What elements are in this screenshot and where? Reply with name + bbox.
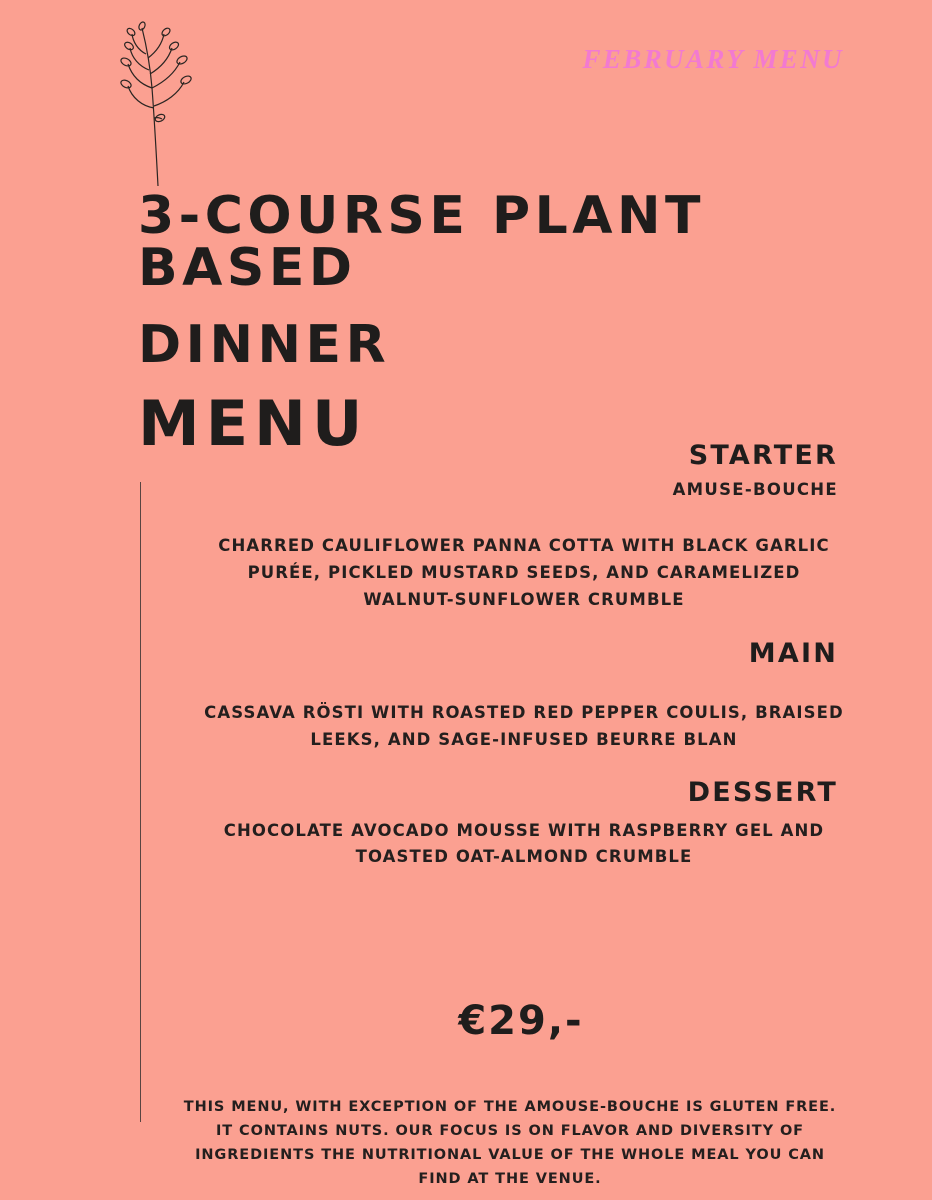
course-starter xyxy=(200,440,848,614)
course-name-dessert: DESSERT xyxy=(687,777,838,809)
course-dessert xyxy=(200,777,848,871)
title-line-1: 3-COURSE PLANT BASED xyxy=(138,186,705,298)
menu-courses xyxy=(200,440,848,877)
course-description-starter: CHARRED CAULIFLOWER PANNA COTTA WITH BLACK GARLIC PURÉE, PICKLED MUSTARD SEEDS, AND CARAMELIZED WALNUT-SUNFLOWER CRUMBLE xyxy=(218,536,830,609)
footnote-text: THIS MENU, WITH EXCEPTION OF THE AMOUSE-BOUCHE IS GLUTEN FREE. IT CONTAINS NUTS. OUR FOCUS IS ON FLAVOR AND DIVERSITY OF INGREDIENTS THE NUTRITIONAL VALUE OF THE WHOLE MEAL YOU CAN FIND AT THE VENUE. xyxy=(183,1099,837,1187)
month-label: FEBRUARY MENU xyxy=(582,44,844,74)
title-line-2: DINNER xyxy=(138,315,391,375)
course-description-dessert: CHOCOLATE AVOCADO MOUSSE WITH RASPBERRY GEL AND TOASTED OAT-ALMOND CRUMBLE xyxy=(223,820,825,867)
title-line-3: MENU xyxy=(138,387,369,460)
course-sub-starter: AMUSE-BOUCHE xyxy=(672,480,838,500)
botanical-sprig-icon xyxy=(112,18,208,188)
course-name-main: MAIN xyxy=(748,637,838,669)
price-label: €29,- xyxy=(458,998,584,1044)
course-description-main: CASSAVA RÖSTI WITH ROASTED RED PEPPER COULIS, BRAISED LEEKS, AND SAGE-INFUSED BEURRE BLAN xyxy=(204,702,844,749)
course-name-starter: STARTER xyxy=(688,440,838,471)
course-main xyxy=(200,638,848,754)
